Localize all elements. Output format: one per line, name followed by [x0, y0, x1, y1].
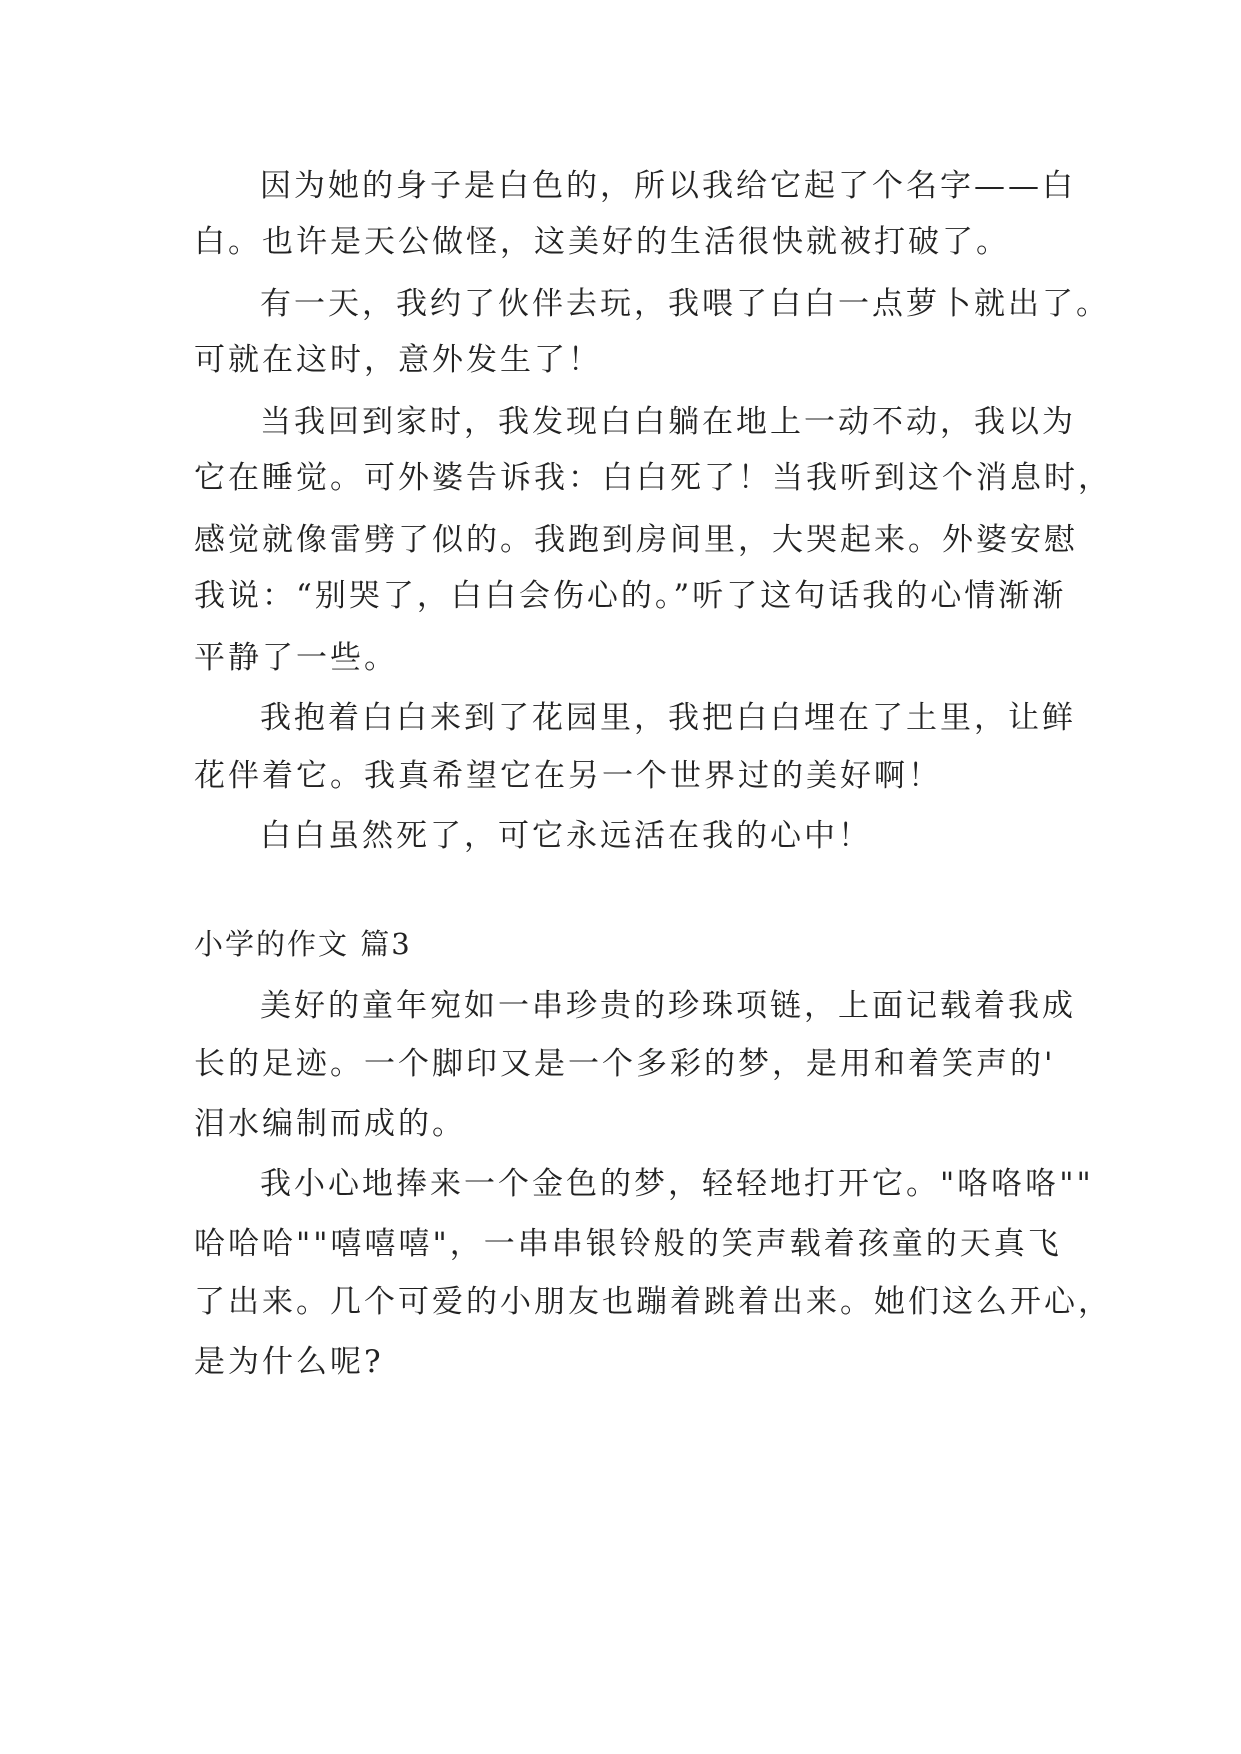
paragraph-1-line-1: 因为她的身子是白色的，所以我给它起了个名字——白 [260, 168, 1076, 204]
paragraph-4-line-2: 花伴着它。我真希望它在另一个世界过的美好啊！ [194, 758, 942, 794]
paragraph-3-line-4: 我说：“别哭了，白白会伤心的。”听了这句话我的心情渐渐 [194, 578, 1067, 614]
paragraph-4-line-1: 我抱着白白来到了花园里，我把白白埋在了土里，让鲜 [260, 700, 1076, 736]
paragraph-3-line-1: 当我回到家时，我发现白白躺在地上一动不动，我以为 [260, 404, 1076, 440]
paragraph-2-line-1: 有一天，我约了伙伴去玩，我喂了白白一点萝卜就出了。 [260, 286, 1110, 322]
paragraph-7-line-2: 哈哈哈""嘻嘻嘻"，一串串银铃般的笑声载着孩童的天真飞 [194, 1226, 1062, 1262]
paragraph-7-line-1: 我小心地捧来一个金色的梦，轻轻地打开它。"咯咯咯"" [260, 1166, 1094, 1202]
paragraph-3-line-2: 它在睡觉。可外婆告诉我：白白死了！当我听到这个消息时， [194, 460, 1112, 496]
paragraph-3-line-3: 感觉就像雷劈了似的。我跑到房间里，大哭起来。外婆安慰 [194, 522, 1078, 558]
paragraph-5-line-1: 白白虽然死了，可它永远活在我的心中！ [260, 818, 872, 854]
paragraph-7-line-3: 了出来。几个可爱的小朋友也蹦着跳着出来。她们这么开心， [194, 1284, 1112, 1320]
paragraph-6-line-1: 美好的童年宛如一串珍贵的珍珠项链，上面记载着我成 [260, 988, 1076, 1024]
paragraph-1-line-2: 白。也许是天公做怪，这美好的生活很快就被打破了。 [194, 224, 1010, 260]
paragraph-6-line-3: 泪水编制而成的。 [194, 1106, 466, 1142]
paragraph-7-line-4: 是为什么呢? [194, 1344, 384, 1380]
paragraph-2-line-2: 可就在这时，意外发生了！ [194, 342, 602, 378]
section-heading: 小学的作文 篇3 [194, 927, 412, 961]
paragraph-3-line-5: 平静了一些。 [194, 640, 398, 676]
paragraph-6-line-2: 长的足迹。一个脚印又是一个多彩的梦，是用和着笑声的' [194, 1046, 1056, 1082]
